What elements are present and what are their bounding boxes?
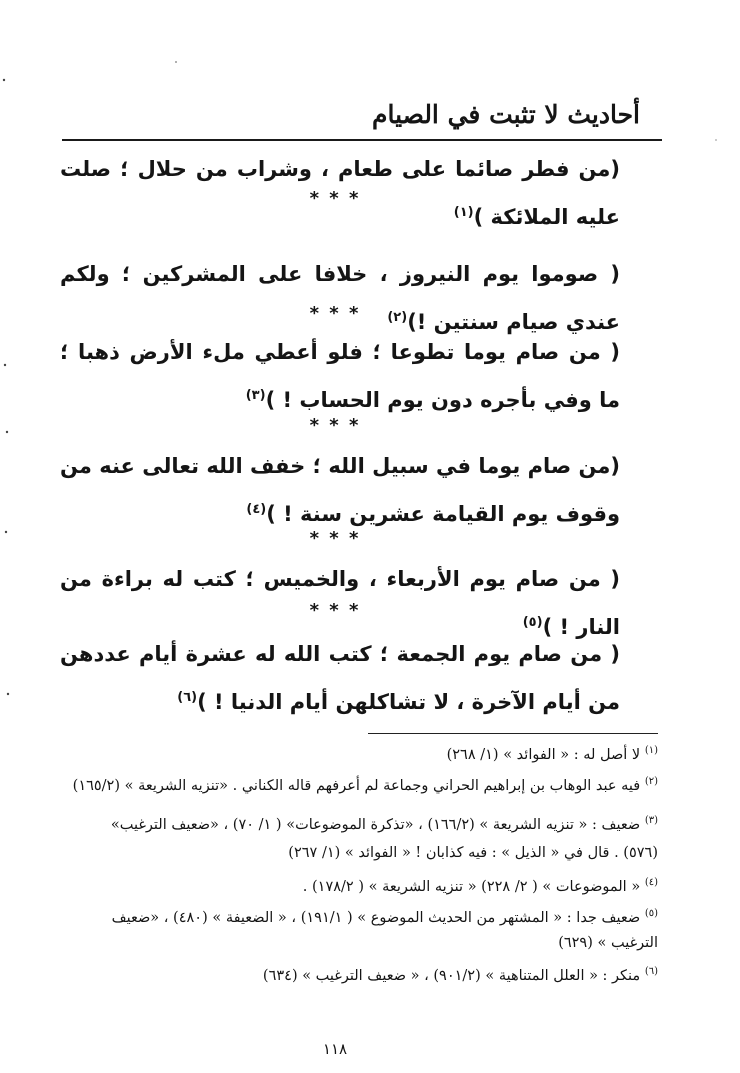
page-number: ١١٨ [322,1040,348,1058]
separator: * * * [309,188,361,209]
hadith-text: ( من صام يوم الأربعاء ، والخميس ؛ كتب له براءة من النار ! ) [60,567,620,639]
footnote-number: (٤) [644,877,658,888]
footnote-line: « الموضوعات » ( ٢/ ٢٢٨) « تنزيه الشريعة » ( ١٧٨/٢) . [302,878,641,895]
footnote-number: (٢) [644,776,658,787]
hadith-4 [60,444,620,536]
hadith-text: ( من صام يوما تطوعا ؛ فلو أعطي ملء الأرض ذهبا ؛ ما وفي بأجره دون يوم الحساب ! ) [60,340,620,412]
hadith-text: (من صام يوما في سبيل الله ؛ خفف الله تعالى عنه من وقوف يوم القيامة عشرين سنة ! ) [60,454,620,526]
header-divider [62,139,662,141]
footnote-ref: (٣) [245,388,266,403]
page-header-title: أحاديث لا تثبت في الصيام [372,100,640,129]
scan-speck [175,61,177,63]
hadith-3 [60,330,620,422]
footnote-line: الترغيب » (٦٢٩) [558,935,658,951]
footnote-number: (٦) [644,966,658,977]
scan-speck [7,693,9,695]
footnote-4 [58,872,658,898]
footnote-5-continued [58,933,658,954]
hadith-text: (من فطر صائما على طعام ، وشراب من حلال ؛ صلت عليه الملائكة ) [60,157,620,229]
separator: * * * [309,303,361,324]
footnote-ref: (٦) [177,690,198,705]
separator: * * * [309,600,361,621]
footnote-number: (٣) [644,815,658,826]
footnote-3-continued [58,843,658,864]
footnote-ref: (٢) [387,310,408,325]
footnote-line: فيه عبد الوهاب بن إبراهيم الحراني وجماعة لم أعرفهم قاله الكناني . «تنزيه الشريعة » (١٦٥/٢) [72,777,641,794]
footnote-6 [58,961,658,987]
footnote-line: ضعيف جدا : « المشتهر من الحديث الموضوع » ( ١٩١/١) ، « الضعيفة » (٤٨٠) ، «ضعيف [111,909,641,926]
footnote-line: لا أصل له : « الفوائد » (١/ ٢٦٨) [446,746,641,763]
scan-speck [715,139,717,141]
scan-speck [4,364,6,366]
footnote-3 [58,810,658,836]
separator: * * * [309,528,361,549]
footnote-ref: (٥) [522,615,543,630]
footnote-5 [58,903,658,929]
hadith-text: ( من صام يوم الجمعة ؛ كتب الله له عشرة أيام عددهن من أيام الآخرة ، لا تشاكلهن أيام الدنيا ! ) [60,642,620,714]
footnote-2 [58,771,658,797]
separator: * * * [309,415,361,436]
footnote-1 [58,740,658,766]
footnote-line: ضعيف : « تنزيه الشريعة » (١٦٦/٢) ، «تذكرة الموضوعات» ( ١/ ٧٠) ، «ضعيف الترغيب» [110,816,641,833]
scan-speck [3,79,5,81]
hadith-text: ( صوموا يوم النيروز ، خلافا على المشركين ؛ ولكم عندي صيام سنتين !) [60,262,620,334]
footnote-number: (٥) [644,908,658,919]
footnote-divider [368,733,658,734]
footnote-number: (١) [644,745,658,756]
footnote-ref: (٤) [246,502,267,517]
footnote-line: (٥٧٦) . قال في « الذيل » : فيه كذابان ! « الفوائد » (١/ ٢٦٧) [288,845,658,861]
hadith-6 [60,632,620,724]
footnote-line: منكر : « العلل المتناهية » (٩٠١/٢) ، « ضعيف الترغيب » (٦٣٤) [262,967,641,984]
footnote-ref: (١) [453,205,474,220]
